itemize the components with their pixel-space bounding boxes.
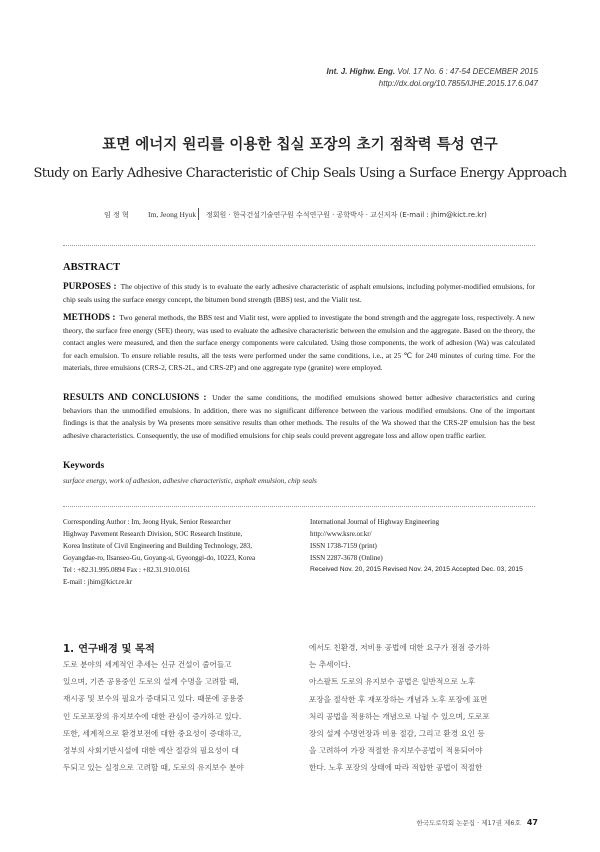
correspondence-line: Korea Institute of Civil Engineering and Building Technology, 283, bbox=[63, 542, 253, 550]
methods-label: METHODS : bbox=[63, 312, 116, 322]
methods-text: Two general methods, the BBS test and Vialit test, were applied to investigate the bond strength and the aggregate loss, respectively. A new theory, the surface free energy (SFE) theory, was used to evaluate the adhesive characteristic between the emulsion and the aggregate. Based on the theory, the contact angles were measured, and then the surface energy components were calculated. Using those components, the work of adhesion (Wa) was calculated for each emulsion. To ensure reliable results, all the tests were performed under the same conditions, i.e., at 25 ℃ for 240 minutes of curing time. For the materials, three emulsions (CRS-2, CRS-2L, and CRS-2P) and one aggregate type (granite) were employed. bbox=[63, 313, 535, 372]
author-english-name: Im, Jeong Hyuk bbox=[148, 210, 197, 219]
abstract-results bbox=[63, 391, 535, 442]
author-divider bbox=[198, 208, 199, 220]
journal-info-block bbox=[310, 516, 523, 576]
revised-label: Revised bbox=[382, 566, 407, 573]
body-line: 정부의 사회기반시설에 대한 예산 절감의 필요성이 대 bbox=[63, 746, 239, 756]
correspondence-block bbox=[63, 516, 255, 588]
issn-online: ISSN 2287-3678 (Online) bbox=[310, 554, 383, 562]
body-line: 을 고려하여 가장 적절한 유지보수공법이 적용되어야 bbox=[309, 746, 483, 756]
body-column-right bbox=[309, 639, 535, 777]
correspondence-line: Corresponding Author : Im, Jeong Hyuk, Senior Researcher bbox=[63, 518, 231, 526]
accepted-date: Dec. 03, 2015 bbox=[481, 566, 523, 573]
title-english: Study on Early Adhesive Characteristic of Chip Seals Using a Surface Energy Approach bbox=[33, 166, 567, 181]
correspondence-line: Goyangdae-ro, Ilsanseo-Gu, Goyang-si, Gyeonggi-do, 10223, Korea bbox=[63, 554, 256, 562]
page-number: 47 bbox=[526, 818, 538, 827]
body-line: 장의 설계 수명연장과 비용 절감, 그리고 환경 요인 등 bbox=[309, 729, 485, 739]
citation-line bbox=[327, 66, 539, 77]
revised-date: Nov. 24, 2015 bbox=[408, 566, 450, 573]
purposes-label: PURPOSES : bbox=[63, 281, 117, 291]
received-date: Nov. 20, 2015 bbox=[339, 566, 381, 573]
keywords-heading: Keywords bbox=[63, 461, 105, 471]
body-column-left bbox=[63, 656, 288, 776]
body-line: 도로 분야의 세계적인 추세는 신규 건설이 줄어들고 bbox=[63, 660, 232, 669]
body-line: 에서도 친환경, 저비용 공법에 대한 요구가 점점 증가하 bbox=[309, 643, 490, 652]
body-line: 한다. 노후 포장의 상태에 따라 적합한 공법이 적절한 bbox=[309, 763, 483, 773]
results-label: RESULTS AND CONCLUSIONS : bbox=[63, 392, 207, 402]
author-korean-name: 임 정 혁 bbox=[104, 211, 129, 219]
journal-name: International Journal of Highway Engineering bbox=[310, 518, 440, 526]
journal-url[interactable]: http://www.ksre.or.kr/ bbox=[310, 530, 372, 538]
correspondence-line: Tel : +82.31.995.0894 Fax : +82.31.910.0161 bbox=[63, 566, 191, 574]
dotted-divider-bottom bbox=[63, 506, 535, 507]
body-line: 재시공 및 보수의 필요가 증대되고 있다. 때문에 공용중 bbox=[63, 694, 244, 704]
title-korean: 표면 에너지 원리를 이용한 칩실 포장의 초기 점착력 특성 연구 bbox=[102, 137, 498, 153]
abstract-heading: ABSTRACT bbox=[63, 262, 121, 273]
dotted-divider-top bbox=[63, 245, 535, 246]
body-line: 는 추세이다. bbox=[309, 660, 351, 670]
doi-link[interactable]: http://dx.doi.org/10.7855/IJHE.2015.17.6.047 bbox=[378, 79, 538, 88]
body-line: 인 도로포장의 유지보수에 대한 관심이 증가하고 있다. bbox=[63, 711, 242, 721]
section-number: 1. bbox=[63, 643, 75, 655]
abstract-methods bbox=[63, 311, 535, 375]
section-heading bbox=[63, 640, 155, 655]
author-affiliation: 정회원 · 한국건설기술연구원 수석연구원 · 공학박사 · 교신저자 (E-mail : jhim@kict.re.kr) bbox=[206, 211, 487, 219]
body-line: 처리 공법을 적용하는 개념으로 나뉠 수 있으며, 도로포 bbox=[309, 711, 490, 721]
issn-print: ISSN 1738-7159 (print) bbox=[310, 542, 377, 550]
body-line: 포장을 절삭한 후 재포장하는 개념과 노후 포장에 표면 bbox=[309, 694, 488, 704]
accepted-label: Accepted bbox=[451, 566, 480, 573]
received-dates bbox=[310, 564, 523, 576]
abstract-purposes bbox=[63, 280, 535, 306]
body-line: 아스팔트 도로의 유지보수 공법은 일반적으로 노후 bbox=[309, 677, 476, 687]
footer-journal: 한국도로학회 논문집 · 제17권 제6호 bbox=[416, 819, 521, 827]
page-footer bbox=[416, 818, 538, 827]
body-line: 또한, 세계적으로 환경보전에 대한 중요성이 증대하고, bbox=[63, 728, 242, 738]
results-text: Under the same conditions, the modified emulsions showed better adhesive characteristics and curing behaviors than the unmodified emulsions. In addition, there was no significant difference between the various modified emulsions. One of the important findings is that the analysis by Wa presents more sensitive results than other methods. The results of the Wa showed that the CRS-2P emulsion has the best adhesive characteristics. Consequently, the use of modified emulsions for chip seals could prevent aggregate loss and allow open traffic earlier. bbox=[63, 393, 535, 440]
keywords-text: surface energy, work of adhesion, adhesive characteristic, asphalt emulsion, chip seals bbox=[63, 476, 317, 485]
journal-abbrev: Int. J. Highw. Eng. bbox=[326, 67, 396, 76]
body-line: 있으며, 기존 공용중인 도로의 설계 수명을 고려할 때, bbox=[63, 677, 239, 687]
correspondence-email[interactable]: E-mail : jhim@kict.re.kr bbox=[63, 578, 133, 586]
body-line: 두되고 있는 실정으로 고려할 때, 도로의 유지보수 분야 bbox=[63, 763, 244, 773]
purposes-text: The objective of this study is to evaluate the early adhesive characteristic of asphalt emulsions, including polymer-modified emulsions, for chip seals using the surface energy concept, the bitumen bond strength (BBS) test, and the Vialit test. bbox=[63, 282, 535, 304]
correspondence-line: Highway Pavement Research Division, SOC Research Institute, bbox=[63, 530, 243, 538]
received-label: Received bbox=[310, 566, 338, 573]
volume-issue: Vol. 17 No. 6 : 47-54 DECEMBER 2015 bbox=[397, 67, 538, 76]
section-title: 연구배경 및 목적 bbox=[78, 643, 155, 655]
